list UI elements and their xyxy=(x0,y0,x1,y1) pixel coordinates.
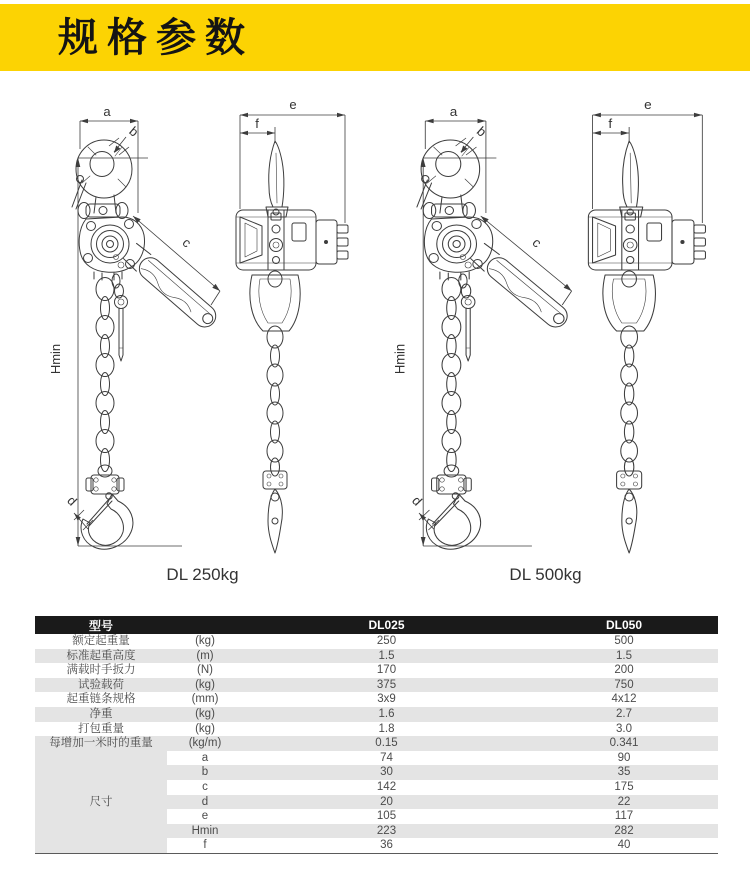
dim-value-dl050: 22 xyxy=(530,795,718,810)
swivel-yoke xyxy=(78,203,128,219)
row-value-dl050: 500 xyxy=(614,635,634,647)
row-value-dl050: 750 xyxy=(530,678,718,693)
dim-f xyxy=(240,116,275,143)
spec-table-header-row xyxy=(35,616,718,634)
dim-label-a: a xyxy=(449,104,458,119)
hoist-drawing-dl250 xyxy=(30,83,375,598)
row-value-dl025: 375 xyxy=(243,678,530,693)
row-unit: (kg) xyxy=(195,635,215,647)
dim-label-f: f xyxy=(255,116,259,131)
dim-a xyxy=(80,104,138,213)
dim-letter: c xyxy=(202,780,208,793)
row-value-dl025: 1.6 xyxy=(243,707,530,722)
row-value-dl050: 4x12 xyxy=(611,693,637,706)
row-value-dl025: 0.15 xyxy=(243,736,530,751)
table-row xyxy=(35,663,718,678)
drawing-caption: DL 500kg xyxy=(509,565,582,584)
load-chain xyxy=(96,278,114,472)
table-row xyxy=(35,649,718,664)
dim-value-dl050: 282 xyxy=(530,824,718,839)
table-row xyxy=(35,634,718,649)
row-label: 标准起重高度 xyxy=(35,649,167,664)
row-value-dl050: 2.7 xyxy=(530,707,718,722)
dim-letter: f xyxy=(203,839,207,852)
hoist-front-view xyxy=(588,97,705,553)
hoist-side-view xyxy=(48,104,220,549)
row-label: 满载时手扳力 xyxy=(66,664,136,677)
top-hook xyxy=(417,140,480,213)
row-label: 打包重量 xyxy=(78,722,124,735)
dim-value-dl025: 223 xyxy=(243,824,530,839)
dim-label-e: e xyxy=(644,97,652,112)
page-title: 规格参数 xyxy=(58,15,254,60)
row-value-dl050: 200 xyxy=(614,664,634,677)
dim-label-d: d xyxy=(408,493,426,509)
dim-value-dl025: 74 xyxy=(380,751,393,764)
row-value-dl025: 250 xyxy=(376,635,397,647)
top-hook xyxy=(72,140,132,213)
front-top-hook xyxy=(620,141,643,217)
row-label: 试验载荷 xyxy=(35,678,167,693)
row-label: 净重 xyxy=(35,707,167,722)
row-value-dl050: 1.5 xyxy=(530,649,718,664)
dim-label-c: c xyxy=(179,234,195,251)
front-top-hook xyxy=(266,141,288,217)
dim-label-a: a xyxy=(103,104,111,119)
hoist-front-view xyxy=(236,97,348,553)
dim-b xyxy=(109,123,141,155)
hoist-drawing-dl500 xyxy=(373,83,718,598)
dim-label-b: b xyxy=(473,123,490,140)
row-label: 起重链条规格 xyxy=(66,693,136,706)
dim-a xyxy=(425,104,486,213)
lever-handle xyxy=(470,243,572,332)
row-unit: (N) xyxy=(197,664,213,677)
dim-c xyxy=(481,216,572,305)
col-header-model: 型号 xyxy=(35,616,167,634)
row-value-dl025: 3x9 xyxy=(377,693,396,706)
front-bottom-hook xyxy=(617,471,642,553)
col-header-dl025: DL025 xyxy=(243,616,530,634)
bottom-block xyxy=(432,465,472,494)
table-row xyxy=(35,736,718,751)
dim-label-e: e xyxy=(289,97,297,112)
hoist-technical-drawing xyxy=(30,83,360,593)
row-value-dl025: 1.5 xyxy=(243,649,530,664)
front-load-chain xyxy=(267,326,283,476)
row-value-dl025: 1.8 xyxy=(378,722,395,735)
row-unit: (kg) xyxy=(195,722,215,735)
dim-value-dl025: 20 xyxy=(243,795,530,810)
lever-handle xyxy=(123,243,220,332)
dim-value-dl025: 105 xyxy=(376,810,397,823)
row-unit: (kg) xyxy=(167,678,243,693)
dim-value-dl050: 90 xyxy=(617,751,631,764)
hand-wheel xyxy=(316,220,348,264)
gear-housing xyxy=(79,217,144,280)
dim-value-dl025: 30 xyxy=(243,765,530,780)
dim-value-dl025: 36 xyxy=(380,839,393,852)
dim-f xyxy=(593,116,630,143)
dim-label-b: b xyxy=(126,123,142,140)
row-label: 每增加一米时的重量 xyxy=(35,736,167,751)
table-row xyxy=(35,722,718,737)
bottom-hook xyxy=(81,493,133,549)
col-header-dl050: DL050 xyxy=(530,616,718,634)
spec-table xyxy=(35,616,718,854)
hand-wheel xyxy=(672,220,705,264)
dim-d xyxy=(64,493,93,530)
header-banner xyxy=(0,4,750,71)
dim-value-dl050: 35 xyxy=(530,765,718,780)
dim-label-hmin: Hmin xyxy=(48,343,63,375)
front-housing xyxy=(588,210,672,270)
dim-label-d: d xyxy=(64,492,81,509)
free-chain-end xyxy=(459,274,475,361)
dim-letter: d xyxy=(167,795,243,810)
dim-letter: Hmin xyxy=(167,824,243,839)
dim-hmin xyxy=(392,158,532,546)
table-row xyxy=(35,707,718,722)
hoist-technical-drawing xyxy=(373,83,718,593)
row-unit: (m) xyxy=(167,649,243,664)
dim-letter: e xyxy=(201,810,209,823)
dim-letter: b xyxy=(167,765,243,780)
dim-hmin xyxy=(48,158,182,546)
row-label: 额定起重量 xyxy=(72,635,130,647)
dim-label-f: f xyxy=(608,116,613,131)
row-unit: (kg/m) xyxy=(167,736,243,751)
front-housing xyxy=(236,210,316,270)
row-value-dl025: 170 xyxy=(376,664,397,677)
front-bottom-hook xyxy=(263,471,287,553)
front-load-chain xyxy=(621,326,638,476)
bottom-block xyxy=(86,465,124,494)
row-unit: (mm) xyxy=(191,693,219,706)
hoist-side-view xyxy=(392,104,572,549)
drawing-caption: DL 250kg xyxy=(166,565,239,584)
row-value-dl050: 0.341 xyxy=(530,736,718,751)
dim-label-c: c xyxy=(529,235,545,251)
dim-value-dl050: 117 xyxy=(614,810,634,823)
dim-d xyxy=(409,493,439,530)
dimension-section-label: 尺寸 xyxy=(35,751,167,854)
table-row-dimension xyxy=(35,751,718,766)
dim-c xyxy=(133,216,220,305)
load-chain xyxy=(442,278,461,472)
chain-guide-bell xyxy=(603,271,656,331)
row-unit: (kg) xyxy=(167,707,243,722)
dim-label-hmin: Hmin xyxy=(392,343,408,375)
free-chain-end xyxy=(112,274,128,361)
chain-guide-bell xyxy=(250,271,300,331)
dim-value-dl050: 175 xyxy=(614,780,634,793)
table-row xyxy=(35,678,718,693)
row-value-dl050: 3.0 xyxy=(616,722,632,735)
table-row xyxy=(35,692,718,707)
dim-value-dl050: 40 xyxy=(617,839,631,852)
bottom-hook xyxy=(426,493,480,549)
dim-value-dl025: 142 xyxy=(376,780,397,793)
dim-b xyxy=(456,124,490,155)
gear-housing xyxy=(424,217,492,280)
dim-letter: a xyxy=(201,751,209,764)
col-header-spacer xyxy=(167,616,243,634)
swivel-yoke xyxy=(423,203,475,219)
